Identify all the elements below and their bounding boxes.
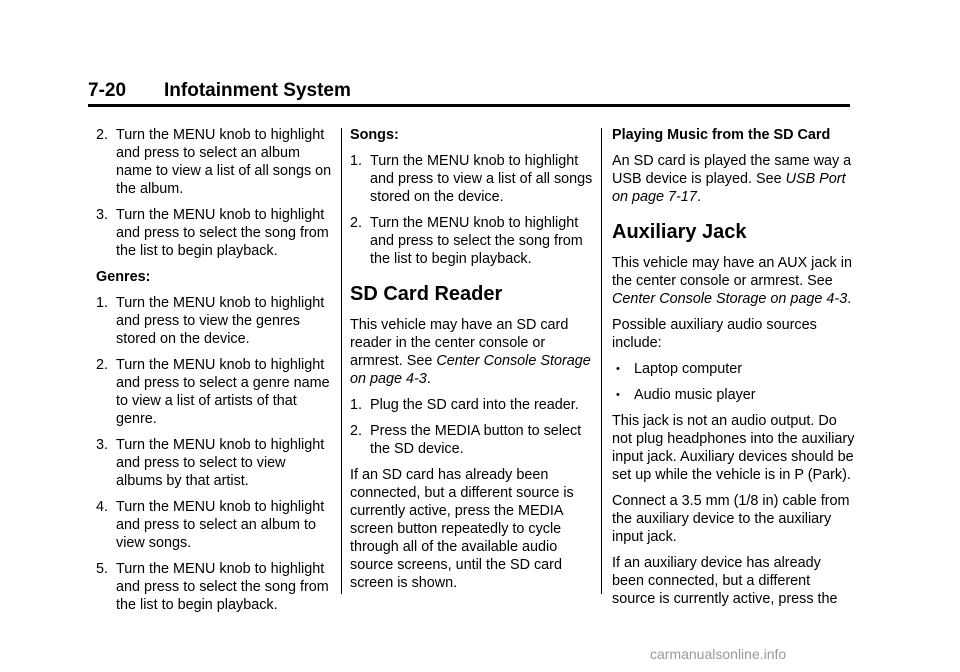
list-item: [96, 294, 334, 348]
aux-cable-paragraph: Connect a 3.5 mm (1/8 in) cable from the auxiliary device to the auxiliary input jack.: [612, 493, 850, 545]
list-item: [96, 206, 334, 260]
playing-music-paragraph: [612, 152, 856, 206]
list-text: Turn the MENU knob to highlight and press to view the genres stored on the device.: [116, 295, 325, 347]
list-item: [350, 396, 598, 414]
list-number: 1.: [350, 153, 363, 169]
aux-intro-text: This vehicle may have an AUX jack in the center console or armrest. See: [612, 255, 852, 289]
bullet-icon: •: [616, 389, 620, 401]
list-number: 1.: [350, 397, 363, 413]
page-number: 7-20: [88, 80, 127, 101]
column-divider-1: [341, 128, 342, 594]
playing-music-heading: Playing Music from the SD Card: [612, 127, 831, 143]
list-item: [612, 360, 856, 378]
list-number: 5.: [96, 561, 109, 577]
list-item: [96, 560, 334, 614]
playing-end: .: [696, 189, 701, 205]
list-number: 3.: [96, 207, 109, 223]
list-number: 3.: [96, 437, 109, 453]
list-text: Turn the MENU knob to highlight and press to select an album to view songs.: [116, 499, 325, 551]
header-rule: [88, 104, 850, 107]
section-title: Infotainment System: [164, 80, 351, 101]
column-divider-2: [601, 128, 602, 594]
list-text: Turn the MENU knob to highlight and press to select to view albums by that artist.: [116, 437, 325, 489]
column-2: [350, 126, 598, 600]
list-number: 2.: [96, 357, 109, 373]
sd-intro-paragraph: [350, 316, 598, 388]
aux-warning-paragraph: This jack is not an audio output. Do not plug headphones into the auxiliary input jack. Auxiliary devices should be set up while the vehicle is in P (Park).: [612, 413, 855, 483]
list-item: [612, 386, 856, 404]
list-number: 2.: [96, 127, 109, 143]
list-text: Audio music player: [634, 387, 756, 403]
aux-source-paragraph: If an auxiliary device has already been connected, but a different source is currently active, press the: [612, 555, 838, 607]
list-item: [350, 152, 598, 206]
aux-intro-paragraph: [612, 254, 856, 308]
bullet-icon: •: [616, 363, 620, 375]
list-item: [96, 498, 334, 552]
list-text: Plug the SD card into the reader.: [370, 397, 579, 413]
list-number: 1.: [96, 295, 109, 311]
playing-text: An SD card is played the same way a USB device is played. See: [612, 153, 852, 187]
list-text: Turn the MENU knob to highlight and press to view a list of all songs stored on the device.: [370, 153, 593, 205]
aux-intro-end: .: [847, 291, 852, 307]
list-item: [96, 126, 334, 198]
playing-reference: USB Port on page 7-17: [612, 171, 846, 205]
list-number: 4.: [96, 499, 109, 515]
songs-heading: Songs:: [350, 127, 399, 143]
auxiliary-jack-heading: Auxiliary Jack: [612, 221, 747, 243]
list-text: Turn the MENU knob to highlight and press to select the song from the list to begin playback.: [370, 215, 583, 267]
sd-intro-reference: Center Console Storage on page 4-3: [350, 353, 591, 387]
aux-intro-reference: Center Console Storage on page 4-3: [612, 291, 848, 307]
genres-heading: Genres:: [96, 269, 151, 285]
list-text: Turn the MENU knob to highlight and press to select the song from the list to begin playback.: [116, 207, 329, 259]
list-number: 2.: [350, 423, 363, 439]
list-text: Turn the MENU knob to highlight and press to select a genre name to view a list of artists of that genre.: [116, 357, 330, 427]
list-item: [350, 214, 598, 268]
column-1: [96, 126, 334, 622]
sd-intro-text: This vehicle may have an SD card reader in the center console or armrest. See: [350, 317, 569, 369]
sd-source-paragraph: If an SD card has already been connected, but a different source is currently active, press the MEDIA screen button repeatedly to cycle through all of the available audio source screens, until the SD card screen is shown.: [350, 467, 574, 591]
list-item: [96, 356, 334, 428]
watermark: carmanualsonline.info: [650, 646, 787, 662]
list-text: Turn the MENU knob to highlight and press to select an album name to view a list of all songs on the album.: [116, 127, 332, 197]
list-item: [350, 422, 598, 458]
sd-card-reader-heading: SD Card Reader: [350, 283, 503, 305]
column-3: [612, 126, 856, 616]
list-number: 2.: [350, 215, 363, 231]
sd-intro-end: .: [426, 371, 431, 387]
list-text: Press the MEDIA button to select the SD device.: [370, 423, 582, 457]
list-text: Laptop computer: [634, 361, 743, 377]
list-item: [96, 436, 334, 490]
list-text: Turn the MENU knob to highlight and press to select the song from the list to begin playback.: [116, 561, 329, 613]
sources-intro: Possible auxiliary audio sources include:: [612, 317, 817, 351]
